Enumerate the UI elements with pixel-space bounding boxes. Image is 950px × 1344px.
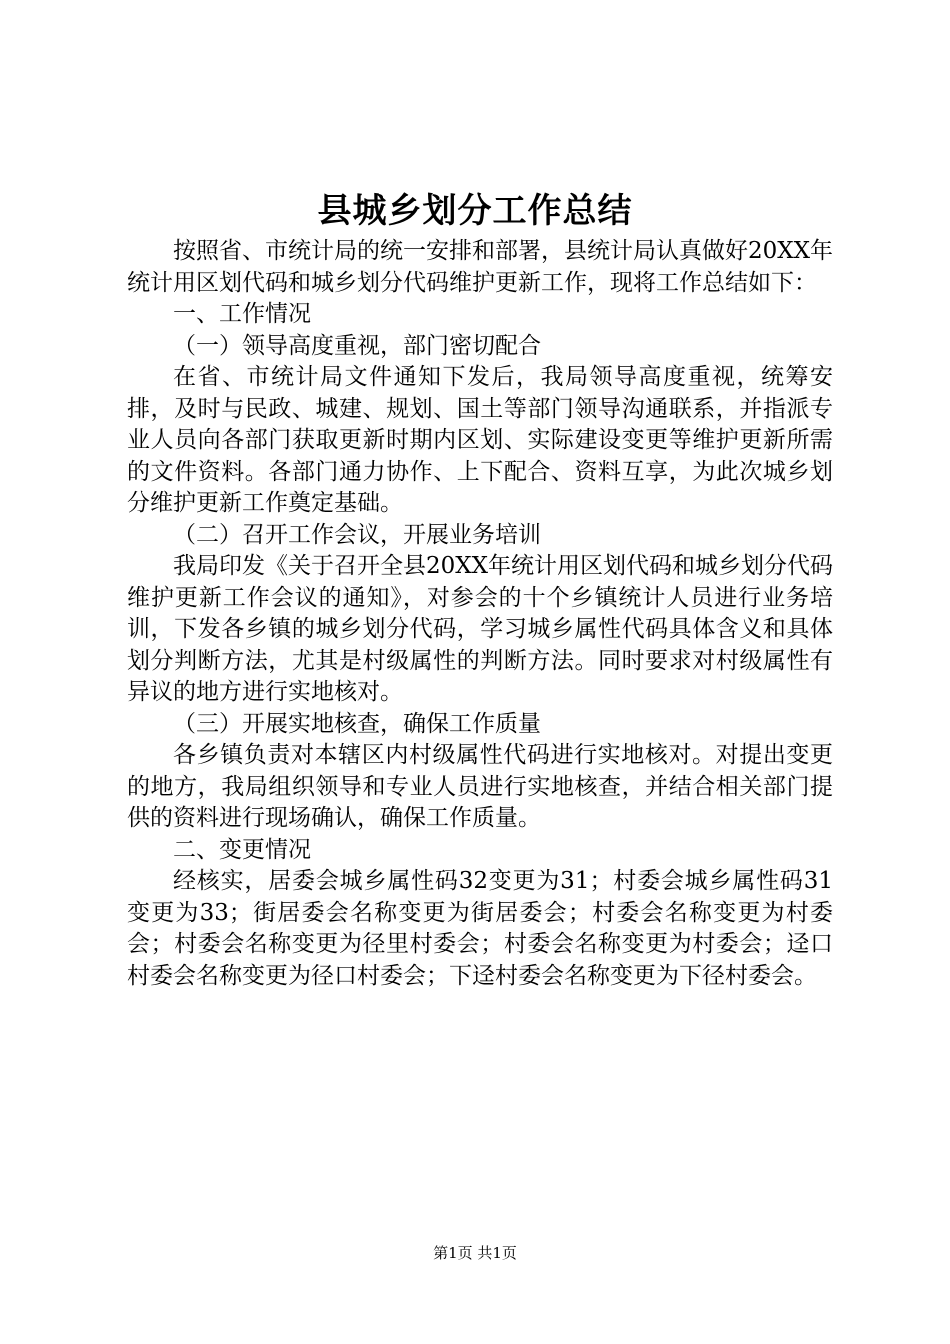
subheading-leadership: （一）领导高度重视，部门密切配合: [173, 332, 541, 359]
paragraph-meeting-training: 我局印发《关于召开全县20XX年统计用区划代码和城乡划分代码维护更新工作会议的通知》，对参会的十个乡镇统计人员进行业务培训，下发各乡镇的城乡划分代码，学习城乡属性代码具体含义和具体划分判断方法，尤其是村级属性的判断方法。同时要求对村级属性有异议的地方进行实地核对。: [127, 553, 834, 705]
subheading-field-check: （三）开展实地核查，确保工作质量: [173, 710, 541, 737]
section-heading-changes: 二、变更情况: [173, 836, 311, 863]
section-heading-work-status: 一、工作情况: [173, 301, 311, 327]
page-footer: 第1页 共1页: [433, 1244, 517, 1262]
paragraph-changes: 经核实，居委会城乡属性码32变更为31；村委会城乡属性码31变更为33；街居委会名称变更为街居委会；村委会名称变更为村委会；村委会名称变更为径里村委会；村委会名称变更为村委会；迳口村委会名称变更为径口村委会；下迳村委会名称变更为下径村委会。: [127, 868, 833, 989]
subheading-meeting-training: （二）召开工作会议，开展业务培训: [173, 521, 541, 548]
paragraph-field-check: 各乡镇负责对本辖区内村级属性代码进行实地核对。对提出变更的地方，我局组织领导和专业人员进行实地核查，并结合相关部门提供的资料进行现场确认，确保工作质量。: [127, 742, 833, 831]
document-body: [127, 236, 833, 992]
paragraph-leadership: 在省、市统计局文件通知下发后，我局领导高度重视，统筹安排，及时与民政、城建、规划、国土等部门领导沟通联系，并指派专业人员向各部门获取更新时期内区划、实际建设变更等维护更新所需的文件资料。各部门通力协作、上下配合、资料互享，为此次城乡划分维护更新工作奠定基础。: [127, 364, 833, 516]
document-title: 县城乡划分工作总结: [317, 191, 633, 231]
intro-paragraph: 按照省、市统计局的统一安排和部署，县统计局认真做好20XX年统计用区划代码和城乡划分代码维护更新工作，现将工作总结如下：: [127, 238, 834, 296]
